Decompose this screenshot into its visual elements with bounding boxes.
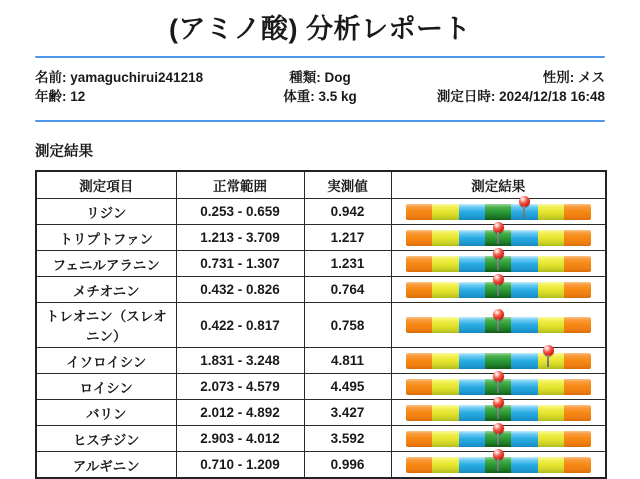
result-gauge-cell <box>391 400 606 426</box>
patient-age: 年齢: 12 <box>35 89 86 104</box>
gauge-segment-blue <box>459 282 485 298</box>
result-gauge <box>406 204 591 220</box>
gauge-segment-yellow <box>538 457 564 473</box>
table-row <box>36 277 606 303</box>
gauge-segment-yellow <box>432 431 458 447</box>
header-value: 実測値 <box>304 171 391 199</box>
gauge-segment-orange <box>564 431 590 447</box>
measured-value: 0.764 <box>304 277 391 303</box>
gauge-segment-blue <box>511 457 537 473</box>
gauge-segment-yellow <box>432 282 458 298</box>
gauge-segment-green <box>485 317 511 333</box>
gauge-segment-yellow <box>538 431 564 447</box>
gauge-bar <box>406 457 591 473</box>
patient-weight: 体重: 3.5 kg <box>283 89 357 104</box>
gauge-segment-blue <box>459 405 485 421</box>
table-row <box>36 251 606 277</box>
normal-range: 2.073 - 4.579 <box>176 374 304 400</box>
gauge-segment-orange <box>564 256 590 272</box>
gauge-bar <box>406 353 591 369</box>
header-item: 測定項目 <box>36 171 176 199</box>
page-title: (アミノ酸) 分析レポート <box>169 14 471 44</box>
result-gauge-cell <box>391 199 606 225</box>
gauge-segment-yellow <box>432 457 458 473</box>
gauge-bar <box>406 431 591 447</box>
item-name: ロイシン <box>36 374 176 400</box>
normal-range: 0.731 - 1.307 <box>176 251 304 277</box>
gauge-segment-green <box>485 457 511 473</box>
gauge-segment-orange <box>406 282 432 298</box>
item-name: イソロイシン <box>36 348 176 374</box>
gauge-segment-orange <box>564 317 590 333</box>
patient-species: 種類: Dog <box>289 70 351 85</box>
gauge-bar <box>406 317 591 333</box>
patient-name: 名前: yamaguchirui241218 <box>35 70 204 85</box>
result-gauge-cell <box>391 251 606 277</box>
gauge-bar <box>406 256 591 272</box>
title-divider <box>35 56 605 58</box>
gauge-segment-yellow <box>538 204 564 220</box>
result-gauge-cell <box>391 426 606 452</box>
measured-value: 3.427 <box>304 400 391 426</box>
patient-info-left <box>35 68 203 106</box>
gauge-segment-blue <box>511 431 537 447</box>
measured-value: 0.758 <box>304 303 391 348</box>
patient-info <box>35 68 605 106</box>
gauge-segment-yellow <box>538 353 564 369</box>
table-header-row <box>36 171 606 199</box>
gauge-segment-green <box>485 353 511 369</box>
result-gauge <box>406 353 591 369</box>
measured-value: 0.942 <box>304 199 391 225</box>
gauge-segment-orange <box>406 431 432 447</box>
gauge-segment-green <box>485 379 511 395</box>
normal-range: 0.253 - 0.659 <box>176 199 304 225</box>
gauge-segment-yellow <box>432 256 458 272</box>
gauge-bar <box>406 230 591 246</box>
gauge-segment-yellow <box>432 317 458 333</box>
measured-value: 0.996 <box>304 452 391 479</box>
gauge-segment-blue <box>459 457 485 473</box>
gauge-segment-blue <box>511 204 537 220</box>
gauge-segment-green <box>485 204 511 220</box>
gauge-segment-blue <box>511 353 537 369</box>
gauge-segment-blue <box>511 317 537 333</box>
gauge-segment-yellow <box>538 379 564 395</box>
gauge-bar <box>406 204 591 220</box>
measured-value: 1.217 <box>304 225 391 251</box>
table-row <box>36 374 606 400</box>
gauge-segment-yellow <box>432 230 458 246</box>
item-name: トリプトファン <box>36 225 176 251</box>
result-gauge <box>406 379 591 395</box>
measured-value: 4.811 <box>304 348 391 374</box>
normal-range: 1.213 - 3.709 <box>176 225 304 251</box>
section-title: 測定結果 <box>35 144 93 160</box>
gauge-segment-orange <box>564 204 590 220</box>
normal-range: 2.012 - 4.892 <box>176 400 304 426</box>
normal-range: 2.903 - 4.012 <box>176 426 304 452</box>
item-name: アルギニン <box>36 452 176 479</box>
info-divider <box>35 120 605 122</box>
gauge-segment-orange <box>406 353 432 369</box>
gauge-segment-blue <box>459 204 485 220</box>
gauge-segment-blue <box>459 256 485 272</box>
normal-range: 1.831 - 3.248 <box>176 348 304 374</box>
item-name: フェニルアラニン <box>36 251 176 277</box>
gauge-segment-orange <box>564 282 590 298</box>
table-row <box>36 452 606 479</box>
gauge-segment-blue <box>511 230 537 246</box>
gauge-segment-orange <box>564 230 590 246</box>
gauge-segment-orange <box>406 379 432 395</box>
gauge-segment-orange <box>406 256 432 272</box>
gauge-segment-orange <box>406 405 432 421</box>
gauge-segment-blue <box>459 431 485 447</box>
item-name: トレオニン（スレオニン） <box>36 303 176 348</box>
gauge-segment-yellow <box>432 405 458 421</box>
header-range: 正常範囲 <box>176 171 304 199</box>
gauge-segment-yellow <box>432 204 458 220</box>
result-gauge <box>406 405 591 421</box>
result-gauge <box>406 230 591 246</box>
measured-value: 4.495 <box>304 374 391 400</box>
gauge-segment-yellow <box>538 282 564 298</box>
gauge-segment-blue <box>511 379 537 395</box>
item-name: バリン <box>36 400 176 426</box>
gauge-segment-green <box>485 431 511 447</box>
gauge-segment-blue <box>459 379 485 395</box>
result-gauge <box>406 282 591 298</box>
item-name: メチオニン <box>36 277 176 303</box>
measurement-datetime: 測定日時: 2024/12/18 16:48 <box>436 89 605 104</box>
gauge-segment-blue <box>459 317 485 333</box>
gauge-segment-orange <box>406 457 432 473</box>
gauge-segment-orange <box>564 379 590 395</box>
gauge-segment-blue <box>511 256 537 272</box>
measured-value: 1.231 <box>304 251 391 277</box>
result-gauge <box>406 317 591 333</box>
gauge-segment-yellow <box>432 353 458 369</box>
gauge-segment-green <box>485 256 511 272</box>
gauge-segment-yellow <box>538 317 564 333</box>
result-gauge <box>406 457 591 473</box>
patient-info-center <box>283 68 357 106</box>
result-gauge <box>406 256 591 272</box>
patient-sex: 性別: メス <box>542 70 605 85</box>
gauge-segment-yellow <box>538 256 564 272</box>
gauge-segment-orange <box>564 353 590 369</box>
gauge-segment-orange <box>406 317 432 333</box>
gauge-segment-green <box>485 230 511 246</box>
gauge-segment-orange <box>564 457 590 473</box>
normal-range: 0.710 - 1.209 <box>176 452 304 479</box>
header-result: 測定結果 <box>391 171 606 199</box>
result-gauge-cell <box>391 225 606 251</box>
table-row <box>36 426 606 452</box>
gauge-segment-blue <box>511 282 537 298</box>
table-row <box>36 400 606 426</box>
result-gauge-cell <box>391 452 606 479</box>
gauge-segment-green <box>485 405 511 421</box>
gauge-segment-blue <box>511 405 537 421</box>
gauge-segment-yellow <box>432 379 458 395</box>
gauge-segment-green <box>485 282 511 298</box>
gauge-segment-orange <box>406 230 432 246</box>
patient-info-right <box>437 68 605 106</box>
gauge-bar <box>406 379 591 395</box>
measured-value: 3.592 <box>304 426 391 452</box>
item-name: リジン <box>36 199 176 225</box>
results-table <box>35 170 607 479</box>
gauge-segment-yellow <box>538 230 564 246</box>
gauge-segment-yellow <box>538 405 564 421</box>
result-gauge-cell <box>391 348 606 374</box>
normal-range: 0.432 - 0.826 <box>176 277 304 303</box>
report-page <box>35 0 605 479</box>
table-row <box>36 303 606 348</box>
table-row <box>36 348 606 374</box>
normal-range: 0.422 - 0.817 <box>176 303 304 348</box>
result-gauge-cell <box>391 374 606 400</box>
gauge-segment-blue <box>459 353 485 369</box>
result-gauge-cell <box>391 303 606 348</box>
table-row <box>36 225 606 251</box>
result-gauge <box>406 431 591 447</box>
result-gauge-cell <box>391 277 606 303</box>
item-name: ヒスチジン <box>36 426 176 452</box>
gauge-segment-orange <box>564 405 590 421</box>
table-row <box>36 199 606 225</box>
gauge-segment-orange <box>406 204 432 220</box>
gauge-bar <box>406 405 591 421</box>
gauge-bar <box>406 282 591 298</box>
gauge-segment-blue <box>459 230 485 246</box>
